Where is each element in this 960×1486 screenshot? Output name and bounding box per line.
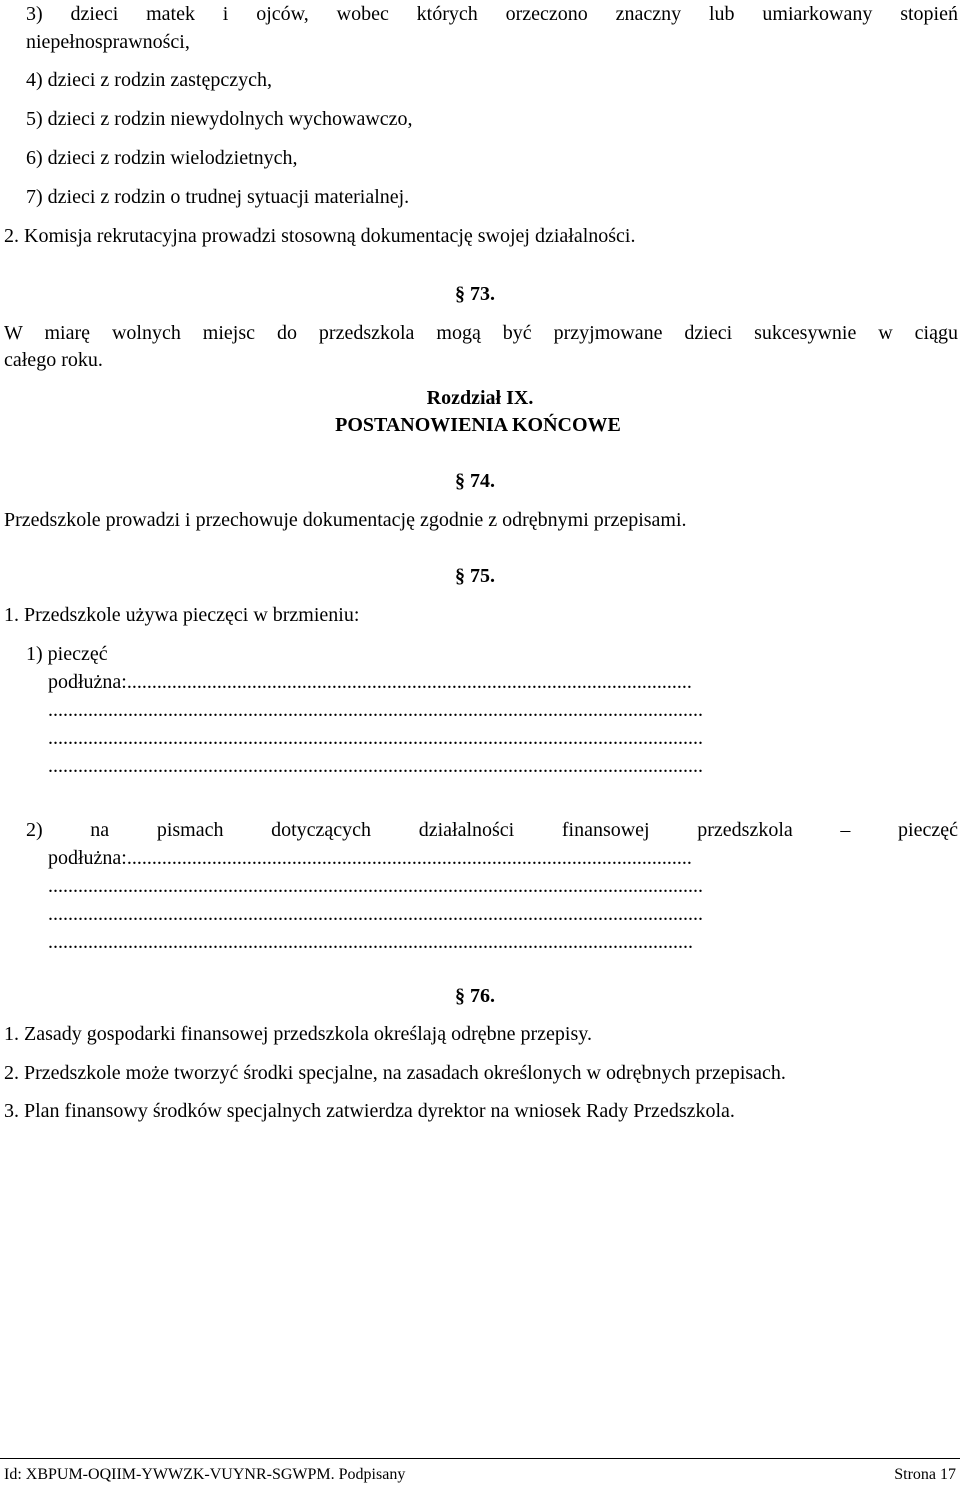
- section-74-text: Przedszkole prowadzi i przechowuje dokumentację zgodnie z odrębnymi przepisami.: [4, 509, 687, 531]
- section-73-line2: całego roku.: [4, 349, 103, 371]
- seal-item-2-dots1: ...................................................................................................................................: [48, 875, 703, 897]
- section-76-point1: 1. Zasady gospodarki finansowej przedszkola określają odrębne przepisy.: [4, 1023, 592, 1045]
- list-item-3-line2: niepełnosprawności,: [26, 31, 190, 53]
- seal-item-1-dots3: ...................................................................................................................................: [48, 755, 703, 777]
- seal-item-2-dots3: .................................................................................................................................: [48, 931, 693, 953]
- section-76-point2: 2. Przedszkole może tworzyć środki specjalne, na zasadach określonych w odrębnych przepisach.: [4, 1062, 786, 1084]
- list-item-4: 4) dzieci z rodzin zastępczych,: [26, 69, 272, 91]
- chapter-title: POSTANOWIENIA KOŃCOWE: [335, 414, 621, 436]
- section-76-point3: 3. Plan finansowy środków specjalnych zatwierdza dyrektor na wniosek Rady Przedszkola.: [4, 1100, 735, 1122]
- seal-item-2-line2: podłużna:.................................................................................................................: [48, 847, 692, 869]
- section-73-heading: § 73.: [455, 283, 495, 305]
- list-item-5: 5) dzieci z rodzin niewydolnych wychowawczo,: [26, 108, 413, 130]
- seal-item-1-line2: podłużna:.................................................................................................................: [48, 671, 692, 693]
- list-item-3-line1: 3) dzieci matek i ojców, wobec których orzeczono znaczny lub umiarkowany stopień: [26, 3, 958, 25]
- section-75-heading: § 75.: [455, 565, 495, 587]
- section-73-line1: W miarę wolnych miejsc do przedszkola mogą być przyjmowane dzieci sukcesywnie w ciągu: [4, 322, 958, 344]
- footer-page-number: Strona 17: [894, 1466, 956, 1483]
- list-item-7: 7) dzieci z rodzin o trudnej sytuacji materialnej.: [26, 186, 410, 208]
- section-75-point1: 1. Przedszkole używa pieczęci w brzmieniu:: [4, 604, 360, 626]
- point-2-commission: 2. Komisja rekrutacyjna prowadzi stosowną dokumentację swojej działalności.: [4, 225, 636, 247]
- footer-divider: [0, 1458, 960, 1459]
- footer-document-id: Id: XBPUM-OQIIM-YWWZK-VUYNR-SGWPM. Podpisany: [4, 1466, 406, 1483]
- chapter-number: Rozdział IX.: [426, 387, 534, 409]
- section-74-heading: § 74.: [455, 470, 495, 492]
- seal-item-2-dots2: ...................................................................................................................................: [48, 903, 703, 925]
- seal-item-2-line1: 2) na pismach dotyczących działalności finansowej przedszkola – pieczęć: [26, 819, 958, 841]
- seal-item-1-dots2: ...................................................................................................................................: [48, 727, 703, 749]
- list-item-6: 6) dzieci z rodzin wielodzietnych,: [26, 147, 298, 169]
- seal-item-1-line1: 1) pieczęć: [26, 643, 108, 665]
- seal-item-1-dots1: ...................................................................................................................................: [48, 699, 703, 721]
- section-76-heading: § 76.: [455, 985, 495, 1007]
